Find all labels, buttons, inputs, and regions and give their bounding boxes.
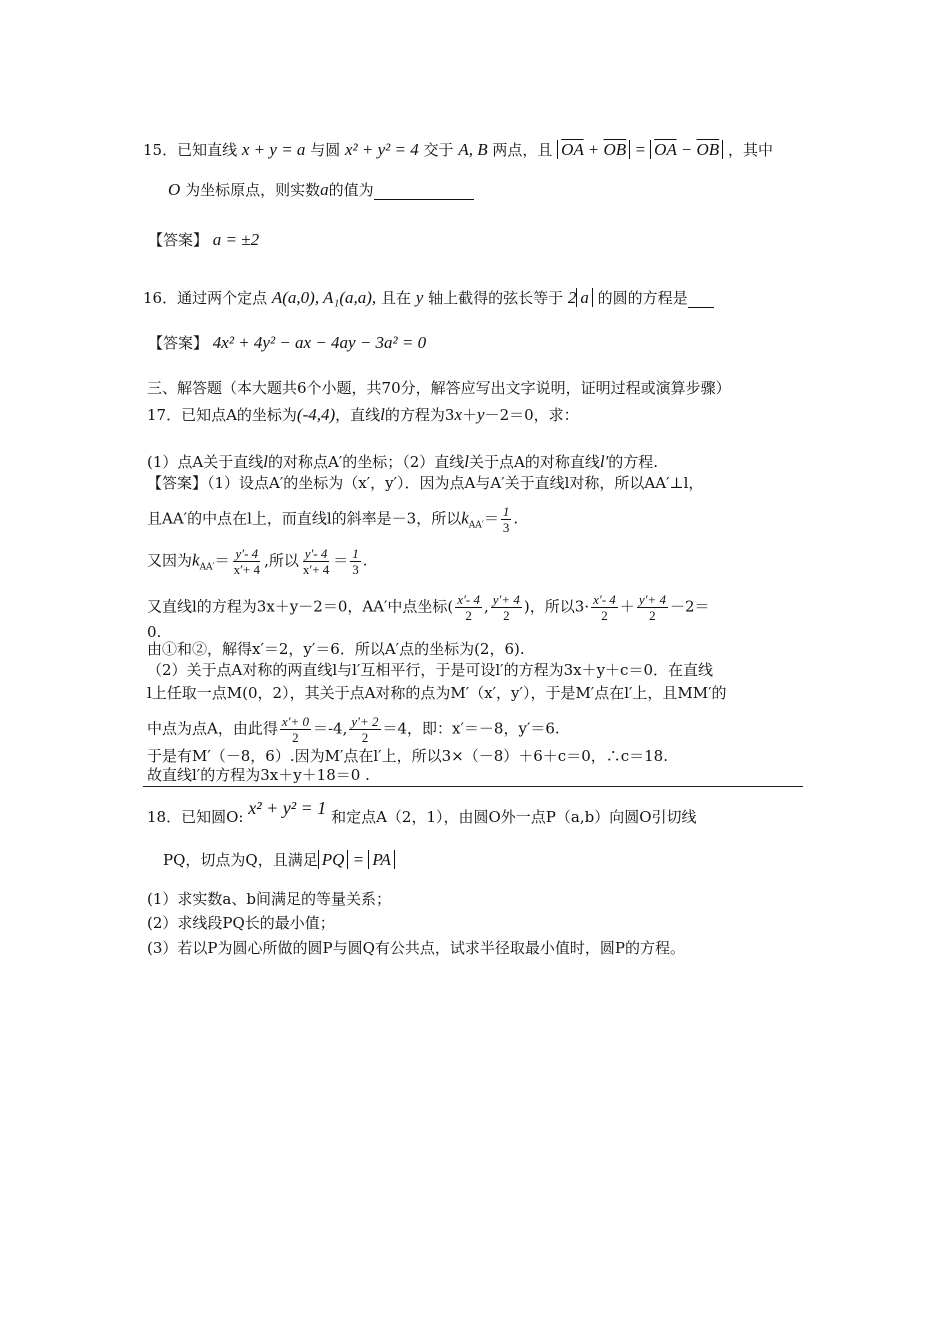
q15-answer bbox=[148, 230, 259, 250]
q15-text: 15．已知直线 bbox=[143, 141, 238, 159]
denominator: 2 bbox=[503, 608, 510, 623]
q18-text: 18．已知圆O: bbox=[147, 808, 244, 826]
q17-line-13: 故直线l′的方程为3x＋y＋18＝0 . bbox=[147, 766, 370, 784]
line-l: l bbox=[263, 452, 268, 471]
origin-symbol: O bbox=[168, 180, 181, 199]
operator: ＝ bbox=[483, 509, 499, 528]
slope-k: k bbox=[461, 508, 469, 528]
q17-text: ＝-4, bbox=[312, 719, 348, 738]
q15-text: 的值为 bbox=[328, 181, 374, 199]
denominator: x′+ 4 bbox=[302, 562, 330, 577]
denominator: 3 bbox=[502, 520, 510, 535]
operator: = bbox=[630, 140, 651, 159]
q17-text: . bbox=[362, 551, 368, 570]
coefficient: 2 bbox=[567, 288, 577, 307]
numerator: y′+ 4 bbox=[492, 592, 520, 607]
q15-text: 交于 bbox=[423, 141, 454, 159]
operator: = bbox=[348, 850, 369, 869]
denominator: 3 bbox=[352, 562, 359, 577]
line-l: l bbox=[464, 452, 469, 471]
q16-text: 16．通过两个定点 bbox=[143, 289, 268, 307]
answer-value: 4x² + 4y² − ax − 4ay − 3a² = 0 bbox=[212, 333, 427, 352]
numerator: y′- 4 bbox=[304, 546, 328, 561]
q17-text: －2＝ bbox=[669, 597, 710, 616]
denominator: 2 bbox=[292, 730, 299, 745]
q17-line-1 bbox=[147, 405, 579, 425]
q17-line-12: 于是有M′（－8，6）.因为M′点在l′上，所以3×（－8）＋6＋c＝0，∴c＝18. bbox=[147, 747, 668, 765]
abs-pq: PQ bbox=[318, 850, 349, 869]
line-l-prime: l′ bbox=[599, 452, 609, 471]
circle-equation: x² + y² = 1 bbox=[248, 798, 327, 818]
q17-text: , bbox=[484, 597, 489, 616]
fraction bbox=[591, 592, 618, 623]
numerator: 1 bbox=[502, 504, 510, 519]
operator: ＝ bbox=[214, 551, 230, 570]
q17-text: )，所以3· bbox=[523, 597, 590, 616]
q17-text: 又因为 bbox=[147, 551, 193, 570]
q17-line-11 bbox=[147, 714, 560, 745]
answer-label: 【答案】 bbox=[148, 231, 209, 249]
variable-y: y bbox=[415, 288, 424, 307]
fraction bbox=[491, 592, 522, 623]
q15-vector-diff bbox=[650, 140, 723, 159]
fraction bbox=[637, 592, 668, 623]
point-a-coords: (-4,4) bbox=[296, 405, 336, 424]
fraction bbox=[350, 546, 361, 577]
variable-x: x bbox=[454, 405, 462, 424]
q15-text: 与圆 bbox=[310, 141, 341, 159]
denominator: 2 bbox=[465, 608, 472, 623]
q15-circle-equation: x² + y² = 4 bbox=[345, 140, 419, 159]
q16-text: 且在 bbox=[380, 289, 411, 307]
q17-text: ＋ bbox=[462, 406, 478, 424]
numerator: x′- 4 bbox=[457, 592, 480, 607]
q16-answer bbox=[148, 333, 426, 353]
q15-line-equation: x + y = a bbox=[241, 140, 306, 159]
q17-text: 的方程. bbox=[608, 453, 659, 471]
answer-label: 【答案】 bbox=[148, 334, 209, 352]
line-l: l bbox=[380, 405, 385, 424]
answer-value: a = ±2 bbox=[212, 230, 260, 249]
q17-text: 关于点A的对称直线 bbox=[469, 453, 600, 471]
answer-blank bbox=[374, 185, 474, 200]
q16-text: 轴上截得的弦长等于 bbox=[428, 289, 564, 307]
q17-text: ，直线 bbox=[335, 406, 381, 424]
vector-ob: $\overline{OB}$ bbox=[603, 140, 627, 159]
q18-sub-3: (3）若以P为圆心所做的圆P与圆Q有公共点，试求半径取最小值时，圆P的方程。 bbox=[147, 939, 685, 957]
q17-text: (1）点A关于直线 bbox=[147, 453, 264, 471]
numerator: y′+ 4 bbox=[638, 592, 666, 607]
numerator: x′- 4 bbox=[593, 592, 616, 607]
q17-line-7: 0. bbox=[147, 623, 162, 641]
denominator: 2 bbox=[649, 608, 656, 623]
operator: + bbox=[583, 140, 604, 159]
q15-line-1 bbox=[143, 140, 773, 160]
fraction bbox=[349, 714, 380, 745]
q17-text: . bbox=[513, 509, 519, 528]
q18-line-1 bbox=[147, 798, 697, 827]
q15-text: 两点，且 bbox=[492, 141, 553, 159]
q17-line-6 bbox=[147, 592, 710, 623]
fraction bbox=[501, 504, 512, 535]
q17-line-10: l上任取一点M(0，2），其关于点A对称的点为M′（x′，y′），于是M′点在l′上，且MM′的 bbox=[147, 684, 727, 702]
q17-line-4 bbox=[147, 504, 518, 536]
vector-ob: $\overline{OB}$ bbox=[696, 140, 720, 159]
q16-text: 的圆的方程是 bbox=[597, 289, 688, 307]
numerator: x′+ 0 bbox=[281, 714, 309, 729]
fraction bbox=[301, 546, 331, 577]
answer-blank bbox=[688, 293, 714, 308]
q15-line-2 bbox=[168, 180, 474, 200]
fraction bbox=[455, 592, 482, 623]
q15-vector-sum bbox=[557, 140, 630, 159]
vector-oa: $\overline{OA}$ bbox=[561, 140, 584, 159]
numerator: y′- 4 bbox=[235, 546, 259, 561]
slope-subscript: AA′ bbox=[468, 520, 484, 531]
q17-text: 17．已知点A的坐标为 bbox=[147, 406, 297, 424]
denominator: 2 bbox=[601, 608, 608, 623]
fraction bbox=[232, 546, 262, 577]
section-heading: 三、解答题（本大题共6个小题，共70分，解答应写出文字说明，证明过程或演算步骤） bbox=[147, 379, 731, 397]
q17-text: ,所以 bbox=[264, 551, 299, 570]
slope-k: k bbox=[192, 550, 200, 570]
operator: ＝ bbox=[333, 551, 349, 570]
fraction bbox=[280, 714, 311, 745]
q18-line-2 bbox=[163, 850, 395, 870]
abs-a: a bbox=[576, 288, 593, 307]
q17-text: ＝4，即：x′＝－8，y′＝6. bbox=[382, 719, 560, 738]
q18-text: 和定点A（2，1），由圆O外一点P（a,b）向圆O引切线 bbox=[331, 808, 697, 826]
q17-text: 且AA′的中点在l上，而直线l的斜率是－3，所以 bbox=[147, 509, 462, 528]
denominator: 2 bbox=[361, 730, 369, 745]
variable-a: a bbox=[320, 180, 329, 199]
operator: ＋ bbox=[619, 597, 635, 616]
numerator: 1 bbox=[352, 546, 359, 561]
q18-sub-2: (2）求线段PQ长的最小值； bbox=[147, 914, 335, 932]
q17-text: 中点为点A，由此得 bbox=[147, 719, 278, 738]
q17-line-8: 由①和②，解得x′＝2，y′＝6．所以A′点的坐标为(2，6). bbox=[147, 640, 525, 658]
q15-text: 为坐标原点，则实数 bbox=[185, 181, 321, 199]
q15-points: A, B bbox=[458, 140, 488, 159]
q17-line-2 bbox=[147, 452, 658, 472]
q16-line-1 bbox=[143, 288, 714, 308]
q18-text: PQ，切点为Q，且满足 bbox=[163, 851, 318, 869]
q17-line-9: （2）关于点A对称的两直线l与l′互相平行，于是可设l′的方程为3x＋y＋c＝0．在直线 bbox=[147, 661, 714, 679]
vector-oa: $\overline{OA}$ bbox=[654, 140, 677, 159]
operator: − bbox=[676, 140, 697, 159]
variable-y: y bbox=[477, 405, 485, 424]
divider-line bbox=[143, 786, 803, 787]
denominator: x′+ 4 bbox=[233, 562, 261, 577]
numerator: y′+ 2 bbox=[351, 714, 379, 729]
q17-text: 又直线l的方程为3x＋y－2＝0，AA′中点坐标( bbox=[147, 597, 454, 616]
q17-text: －2＝0，求： bbox=[484, 406, 579, 424]
q17-text: 的对称点A′的坐标；（2）直线 bbox=[267, 453, 465, 471]
q17-line-5 bbox=[147, 546, 368, 578]
q15-text: ，其中 bbox=[727, 141, 773, 159]
q16-points: A(a,0), A₁(a,a), bbox=[271, 288, 377, 307]
q18-sub-1: (1）求实数a、b间满足的等量关系； bbox=[147, 890, 391, 908]
q17-line-3: 【答案】（1）设点A′的坐标为（x′，y′）．因为点A与A′关于直线l对称，所以AA′⊥l， bbox=[147, 474, 704, 492]
q17-text: 的方程为3 bbox=[384, 406, 455, 424]
abs-pa: PA bbox=[368, 850, 395, 869]
slope-subscript: AA′ bbox=[199, 562, 215, 573]
